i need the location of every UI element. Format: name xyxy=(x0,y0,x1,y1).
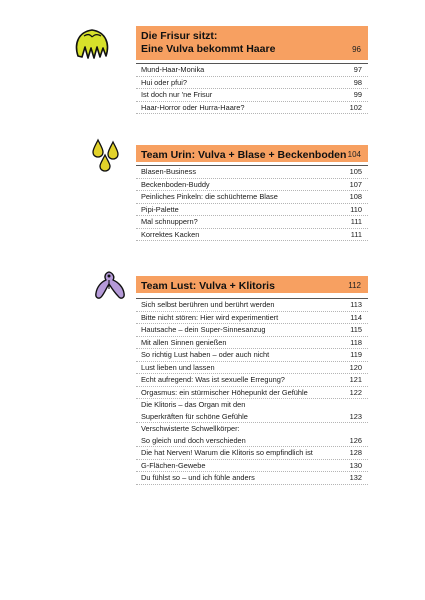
clitoris-icon xyxy=(92,267,128,303)
entry-page: 115 xyxy=(350,325,362,334)
entry-page: 121 xyxy=(349,375,362,384)
toc-entry[interactable] xyxy=(136,191,368,204)
drops-icon xyxy=(90,138,122,172)
entry-title: Korrektes Kacken xyxy=(141,229,200,239)
entry-page: 119 xyxy=(350,350,362,359)
chapter-page: 96 xyxy=(352,45,361,54)
entry-title: Die hat Nerven! Warum die Klitoris so empfindlich ist xyxy=(141,448,313,457)
entries-frisur xyxy=(136,63,368,114)
chapter-header-lust xyxy=(136,276,368,293)
entries-urin xyxy=(136,165,368,241)
entries-lust xyxy=(136,298,368,485)
entry-title: Mit allen Sinnen genießen xyxy=(141,337,227,347)
entry-title: Bitte nicht stören: Hier wird experimentiert xyxy=(141,312,279,322)
entry-title: Hui oder pfui? xyxy=(141,77,188,87)
entry-title: Ist doch nur 'ne Frisur xyxy=(141,90,213,99)
toc-entry[interactable] xyxy=(136,204,368,217)
entry-page: 120 xyxy=(349,362,362,372)
chapter-page: 104 xyxy=(347,150,361,159)
toc-entry[interactable] xyxy=(136,362,368,375)
entry-page: 123 xyxy=(349,411,362,421)
toc-entry[interactable] xyxy=(136,399,368,411)
chapter-header-urin xyxy=(136,145,368,162)
entry-title: Pipi-Palette xyxy=(141,204,179,214)
entry-page: 132 xyxy=(349,473,362,482)
chapter-page: 112 xyxy=(348,281,361,290)
toc-entry[interactable] xyxy=(136,89,368,102)
entry-title: Beckenboden-Buddy xyxy=(141,179,210,189)
toc-entry[interactable] xyxy=(136,324,368,337)
entry-title: Haar-Horror oder Hurra-Haare? xyxy=(141,102,245,112)
entry-title: So richtig Lust haben – oder auch nicht xyxy=(141,350,270,359)
chapter-title-line1: Die Frisur sitzt: xyxy=(141,30,218,42)
entry-title: Du fühlst so – und ich fühle anders xyxy=(141,473,255,482)
toc-entry[interactable] xyxy=(136,411,368,424)
entry-title: Sich selbst berühren und berührt werden xyxy=(141,300,275,309)
toc-entry[interactable] xyxy=(136,64,368,77)
toc-entry[interactable] xyxy=(136,229,368,242)
entry-page: 111 xyxy=(350,217,362,226)
entry-page: 114 xyxy=(350,312,362,322)
toc-entry[interactable] xyxy=(136,435,368,448)
chapter-title: Team Lust: Vulva + Klitoris xyxy=(141,280,275,292)
toc-entry[interactable] xyxy=(136,216,368,229)
entry-page: 126 xyxy=(349,435,362,445)
entry-title: Hautsache – dein Super-Sinnesanzug xyxy=(141,325,266,334)
toc-entry[interactable] xyxy=(136,447,368,460)
toc-entry[interactable] xyxy=(136,166,368,179)
entry-title: Lust lieben und lassen xyxy=(141,362,215,372)
toc-entry[interactable] xyxy=(136,102,368,115)
hair-icon xyxy=(70,26,114,60)
entry-title: Mund-Haar-Monika xyxy=(141,65,205,74)
entry-page: 102 xyxy=(349,102,362,112)
chapter-title-line2: Eine Vulva bekommt Haare xyxy=(141,43,276,55)
toc-entry[interactable] xyxy=(136,349,368,362)
entry-title: Mal schnuppern? xyxy=(141,217,198,226)
entry-page: 108 xyxy=(349,192,362,201)
entry-page: 118 xyxy=(350,337,362,347)
entry-title: Peinliches Pinkeln: die schüchterne Blase xyxy=(141,192,278,201)
toc-entry[interactable] xyxy=(136,374,368,387)
entry-title: Blasen-Business xyxy=(141,167,197,176)
entry-title: Superkräften für schöne Gefühle xyxy=(141,411,248,421)
entry-page: 122 xyxy=(349,387,362,397)
entry-page: 110 xyxy=(350,204,362,214)
toc-entry[interactable] xyxy=(136,387,368,400)
entry-page: 130 xyxy=(349,460,362,470)
entry-title: Orgasmus: ein stürmischer Höhepunkt der Gefühle xyxy=(141,387,308,397)
toc-entry[interactable] xyxy=(136,423,368,435)
toc-entry[interactable] xyxy=(136,312,368,325)
entry-title: Die Klitoris – das Organ mit den xyxy=(141,400,246,409)
entry-page: 99 xyxy=(353,90,362,99)
toc-entry[interactable] xyxy=(136,179,368,192)
entry-title: Verschwisterte Schwellkörper: xyxy=(141,424,240,433)
entry-page: 107 xyxy=(349,179,362,189)
entry-page: 111 xyxy=(350,229,362,239)
entry-page: 97 xyxy=(353,65,362,74)
entry-page: 128 xyxy=(349,448,362,457)
entry-title: G-Flächen-Gewebe xyxy=(141,460,206,470)
entry-page: 105 xyxy=(349,167,362,176)
toc-entry[interactable] xyxy=(136,77,368,90)
entry-title: Echt aufregend: Was ist sexuelle Erregung? xyxy=(141,375,285,384)
toc-entry[interactable] xyxy=(136,299,368,312)
chapter-title: Team Urin: Vulva + Blase + Beckenboden xyxy=(141,149,347,161)
toc-entry[interactable] xyxy=(136,472,368,485)
toc-entry[interactable] xyxy=(136,337,368,350)
toc-entry[interactable] xyxy=(136,460,368,473)
entry-page: 98 xyxy=(353,77,362,87)
entry-page: 113 xyxy=(350,300,362,309)
entry-title: So gleich und doch verschieden xyxy=(141,435,246,445)
chapter-header-frisur xyxy=(136,26,368,60)
